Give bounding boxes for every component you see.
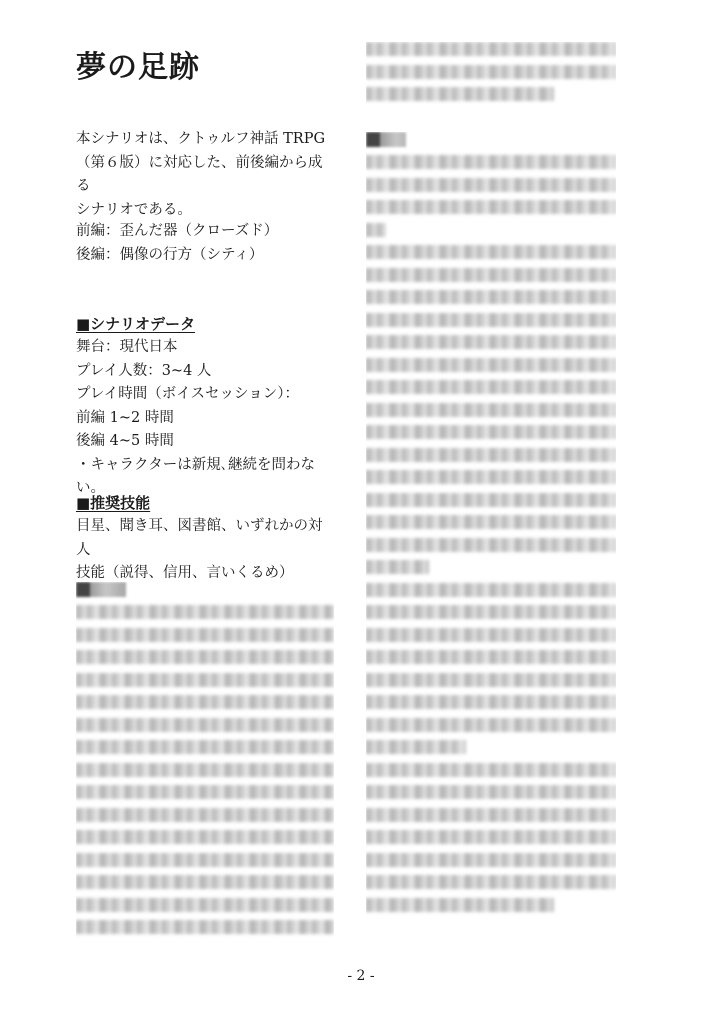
redacted-line <box>76 605 334 619</box>
scenario-data-heading: ■シナリオデータ <box>76 315 196 333</box>
redacted-line <box>366 470 616 484</box>
redacted-line <box>366 628 616 642</box>
scenario-data-line: プレイ人数：3~4 人 <box>76 362 212 379</box>
scenario-data-line: 前編 1~2 時間 <box>76 409 174 426</box>
redacted-line <box>366 178 616 192</box>
redacted-line <box>366 358 616 372</box>
redacted-line <box>366 425 616 439</box>
skills-line: 技能（説得、信用、言いくるめ） <box>76 565 294 581</box>
scenario-data-line: プレイ時間（ボイスセッション）： <box>76 386 300 402</box>
redacted-line <box>76 740 334 754</box>
redacted-line <box>366 605 616 619</box>
redacted-line <box>366 335 616 349</box>
redacted-line <box>76 830 334 844</box>
intro-paragraph <box>76 128 336 222</box>
redacted-line <box>76 650 334 664</box>
redacted-line <box>366 493 616 507</box>
redacted-line <box>366 380 616 394</box>
skills-list <box>76 515 336 586</box>
redacted-line <box>366 65 616 79</box>
scenario-data-line: 舞台：現代日本 <box>76 339 178 355</box>
redacted-line <box>366 875 616 889</box>
part-line: 前編：歪んだ器（クローズド） <box>76 223 279 239</box>
part-line: 後編：偶像の行方（シティ） <box>76 246 264 263</box>
redacted-line <box>76 808 334 822</box>
redacted-line <box>76 920 334 934</box>
redacted-line <box>76 718 334 732</box>
redacted-line <box>76 785 334 799</box>
redacted-line <box>366 448 616 462</box>
redacted-line <box>366 695 616 709</box>
redacted-line <box>366 853 616 867</box>
redacted-line <box>76 875 334 889</box>
redacted-line <box>366 155 616 169</box>
redacted-line <box>366 200 616 214</box>
intro-line: （第６版）に対応した、前後編から成る <box>76 154 323 194</box>
intro-line: 本シナリオは、クトゥルフ神話 TRPG <box>76 131 326 147</box>
redacted-line <box>366 268 616 282</box>
redacted-line <box>366 673 616 687</box>
redacted-line <box>366 223 386 237</box>
redacted-line <box>366 313 616 327</box>
scenario-data-line: 後編 4~5 時間 <box>76 433 174 449</box>
redacted-line <box>76 763 334 777</box>
redacted-line <box>366 583 616 597</box>
redacted-line <box>366 560 429 574</box>
redacted-line <box>76 853 334 867</box>
redacted-line <box>366 785 616 799</box>
redacted-line <box>366 245 616 259</box>
redacted-line <box>366 538 616 552</box>
skills-heading: ■推奨技能 <box>76 494 151 512</box>
redacted-heading <box>76 582 126 597</box>
scenario-data-list <box>76 336 336 501</box>
parts-list <box>76 220 336 267</box>
intro-line: シナリオである。 <box>76 201 192 218</box>
redacted-heading <box>366 132 406 147</box>
redacted-line <box>366 87 554 101</box>
redacted-line <box>366 740 466 754</box>
redacted-line <box>366 42 616 56</box>
redacted-line <box>366 650 616 664</box>
redacted-line <box>366 515 616 529</box>
redacted-line <box>76 898 334 912</box>
scenario-data-line: ・キャラクターは新規､継続を問わない。 <box>76 456 315 496</box>
redacted-line <box>366 763 616 777</box>
redacted-text-block <box>366 132 616 942</box>
page-number: - 2 - <box>347 968 375 984</box>
document-title: 夢の足跡 <box>76 50 200 85</box>
redacted-line <box>366 403 616 417</box>
redacted-text-block <box>76 582 334 942</box>
redacted-line <box>366 290 616 304</box>
redacted-line <box>76 695 334 709</box>
skills-line: 目星、聞き耳、図書館、いずれかの対人 <box>76 518 323 558</box>
redacted-line <box>366 718 616 732</box>
redacted-line <box>366 898 554 912</box>
redacted-line <box>76 673 334 687</box>
redacted-line <box>366 830 616 844</box>
redacted-line <box>366 808 616 822</box>
redacted-line <box>76 628 334 642</box>
redacted-text-block <box>366 42 616 106</box>
